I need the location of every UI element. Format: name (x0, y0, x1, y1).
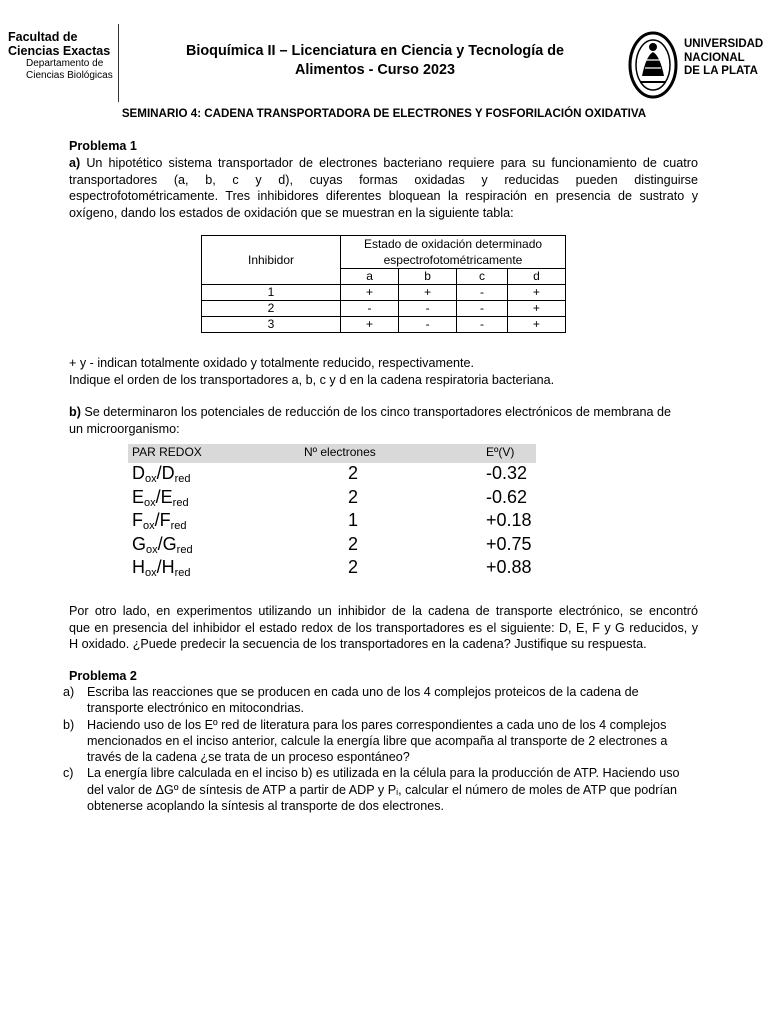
potential-value: -0.32 (486, 463, 528, 483)
problem1-a-line1 (69, 155, 698, 172)
table-row (128, 534, 536, 558)
problem2-heading: Problema 2 (69, 669, 137, 683)
state-cell: + (341, 317, 399, 333)
electrons-value: 2 (348, 486, 359, 507)
electrons-value: 2 (348, 557, 359, 578)
problem1-b-line2: un microorganismo: (69, 421, 180, 436)
problem1-b-para-line3: H oxidado. ¿Puede predecir la secuencia de los transportadores en la cadena? Justifique su respuesta. (69, 637, 647, 651)
state-cell: - (457, 285, 508, 301)
inhibitor-cell: 2 (202, 301, 341, 317)
redox-pair: $H_{ox}/H_{red}$ (132, 557, 191, 580)
state-cell: + (399, 285, 457, 301)
problem1-a-label: a) (69, 156, 81, 170)
problem1-b-intro (69, 404, 698, 437)
problem1-b-para-line2: que en presencia del inhibidor el estado redox de los transportadores es el siguiente: D, E, F y G reducidos, y (69, 620, 698, 635)
state-cell: + (507, 317, 565, 333)
header-divider (118, 24, 119, 102)
seminar-title: SEMINARIO 4: CADENA TRANSPORTADORA DE ELECTRONES Y FOSFORILACIÓN OXIDATIVA (121, 107, 647, 120)
item-line: mencionados en el inciso anterior, calcule la energía libre que acompaña al transporte de 2 electrones a (87, 733, 668, 748)
redox-table-header (128, 444, 536, 463)
oxidation-state-header-line2: espectrofotométricamente (383, 253, 523, 267)
item-line: La energía libre calculada en el inciso b) es utilizada en la célula para la producción de ATP. Haciendo uso (87, 766, 680, 781)
item-line: través de la cadena ¿se trata de un proceso espontáneo? (87, 750, 410, 765)
state-cell: + (341, 285, 399, 301)
problem1-a-line2: transportadores (a, b, c y d), cuyas formas oxidadas y reducidas pueden distinguirse (69, 172, 698, 187)
redox-pair: $G_{ox}/G_{red}$ (132, 533, 193, 556)
problem1-a-line1-text: Un hipotético sistema transportador de electrones bacteriano requiere para su funcionamiento de cuatro (80, 156, 698, 170)
redox-pair-header: PAR REDOX (132, 445, 202, 459)
problem2-list (63, 684, 698, 814)
state-cell: - (457, 301, 508, 317)
item-label: c) (63, 766, 74, 781)
inhibitor-cell: 1 (202, 285, 341, 301)
state-cell: - (457, 317, 508, 333)
university-name-line1: UNIVERSIDAD (684, 38, 764, 50)
problem1-b-label: b) (69, 405, 81, 419)
table-row (202, 301, 566, 317)
table-row (128, 463, 536, 487)
list-item (63, 717, 698, 766)
state-cell: - (399, 301, 457, 317)
oxidation-state-table (201, 235, 566, 333)
problem1-a-question: Indique el orden de los transportadores a, b, c y d en la cadena respiratoria bacteriana. (69, 372, 555, 387)
course-title (140, 42, 610, 80)
table-row (128, 510, 536, 534)
faculty-name-line1: Facultad de (8, 30, 78, 44)
column-header-c: c (457, 269, 508, 285)
item-line: Escriba las reacciones que se producen en cada uno de los 4 complejos proteicos de la cadena de (87, 685, 639, 699)
column-header-a: a (341, 269, 399, 285)
state-cell: - (341, 301, 399, 317)
faculty-logo (8, 30, 118, 81)
table-row (202, 317, 566, 333)
university-logo (628, 30, 763, 100)
legend-line: + y - indican totalmente oxidado y totalmente reducido, respectivamente. (69, 356, 474, 370)
item-line: del valor de ΔGº de síntesis de ATP a partir de ADP y Pᵢ, calcular el número de moles de ATP que podrían (87, 782, 677, 797)
university-name-line3: DE LA PLATA (684, 65, 758, 77)
potential-header: Eº(V) (486, 445, 515, 459)
electrons-value: 2 (348, 463, 359, 483)
problem1-a-paragraph (69, 155, 698, 221)
course-title-line1: Bioquímica II – Licenciatura en Ciencia y Tecnología de (186, 43, 564, 59)
item-line: obtenerse acoplando la síntesis al transporte de dos electrones. (87, 799, 445, 814)
list-item (63, 684, 698, 717)
problem1-heading: Problema 1 (69, 139, 137, 153)
problem1-b-line1 (69, 404, 698, 421)
potential-value: -0.62 (486, 486, 528, 507)
column-header-d: d (507, 269, 565, 285)
course-title-line2: Alimentos - Curso 2023 (295, 62, 455, 78)
department-name-line1: Departamento de (26, 58, 104, 69)
problem1-a-line3: espectrofotométricamente. Tres inhibidores diferentes bloquean la respiración en presencia de sustrato y (69, 189, 698, 203)
university-seal-icon (628, 30, 678, 100)
item-label: a) (63, 685, 75, 699)
problem1-b-line1-text: Se determinaron los potenciales de reducción de los cinco transportadores electrónicos de membrana de (80, 405, 672, 419)
table-row (128, 487, 536, 511)
state-cell: + (507, 285, 565, 301)
list-item (63, 765, 698, 814)
column-header-b: b (399, 269, 457, 285)
university-name (684, 38, 763, 79)
item-label: b) (63, 717, 75, 732)
table-row (202, 285, 566, 301)
electrons-value: 1 (348, 510, 359, 531)
university-name-line2: NACIONAL (684, 51, 745, 64)
redox-pair: $F_{ox}/F_{red}$ (132, 510, 187, 533)
item-line: transporte electrónico en mitocondrias. (87, 701, 305, 716)
redox-table (128, 444, 536, 581)
department-name-line2: Ciencias Biológicas (26, 69, 113, 81)
potential-value: +0.88 (486, 557, 532, 578)
redox-pair: $E_{ox}/E_{red}$ (132, 486, 189, 509)
problem1-a-legend (69, 355, 698, 388)
oxidation-state-header (341, 236, 566, 269)
oxidation-state-header-line1: Estado de oxidación determinado (363, 237, 543, 251)
potential-value: +0.18 (486, 510, 532, 531)
problem1-b-paragraph (69, 603, 698, 653)
state-cell: + (507, 301, 565, 317)
redox-pair: $D_{ox}/D_{red}$ (132, 463, 191, 485)
problem1-b-para-line1: Por otro lado, en experimentos utilizando un inhibidor de la cadena de transporte electrónico, se encontró (69, 604, 698, 618)
potential-value: +0.75 (486, 533, 532, 554)
inhibitor-header: Inhibidor (202, 236, 341, 285)
electrons-value: 2 (348, 533, 359, 554)
table-row (128, 557, 536, 581)
electrons-header: Nº electrones (304, 445, 376, 459)
faculty-name-line2: Ciencias Exactas (8, 44, 111, 58)
item-line: Haciendo uso de los Eº red de literatura para los pares correspondientes a cada uno de los 4 complejos (87, 717, 667, 732)
problem1-a-line4: oxígeno, dando los estados de oxidación que se muestran en la siguiente tabla: (69, 205, 514, 220)
state-cell: - (399, 317, 457, 333)
inhibitor-cell: 3 (202, 317, 341, 333)
